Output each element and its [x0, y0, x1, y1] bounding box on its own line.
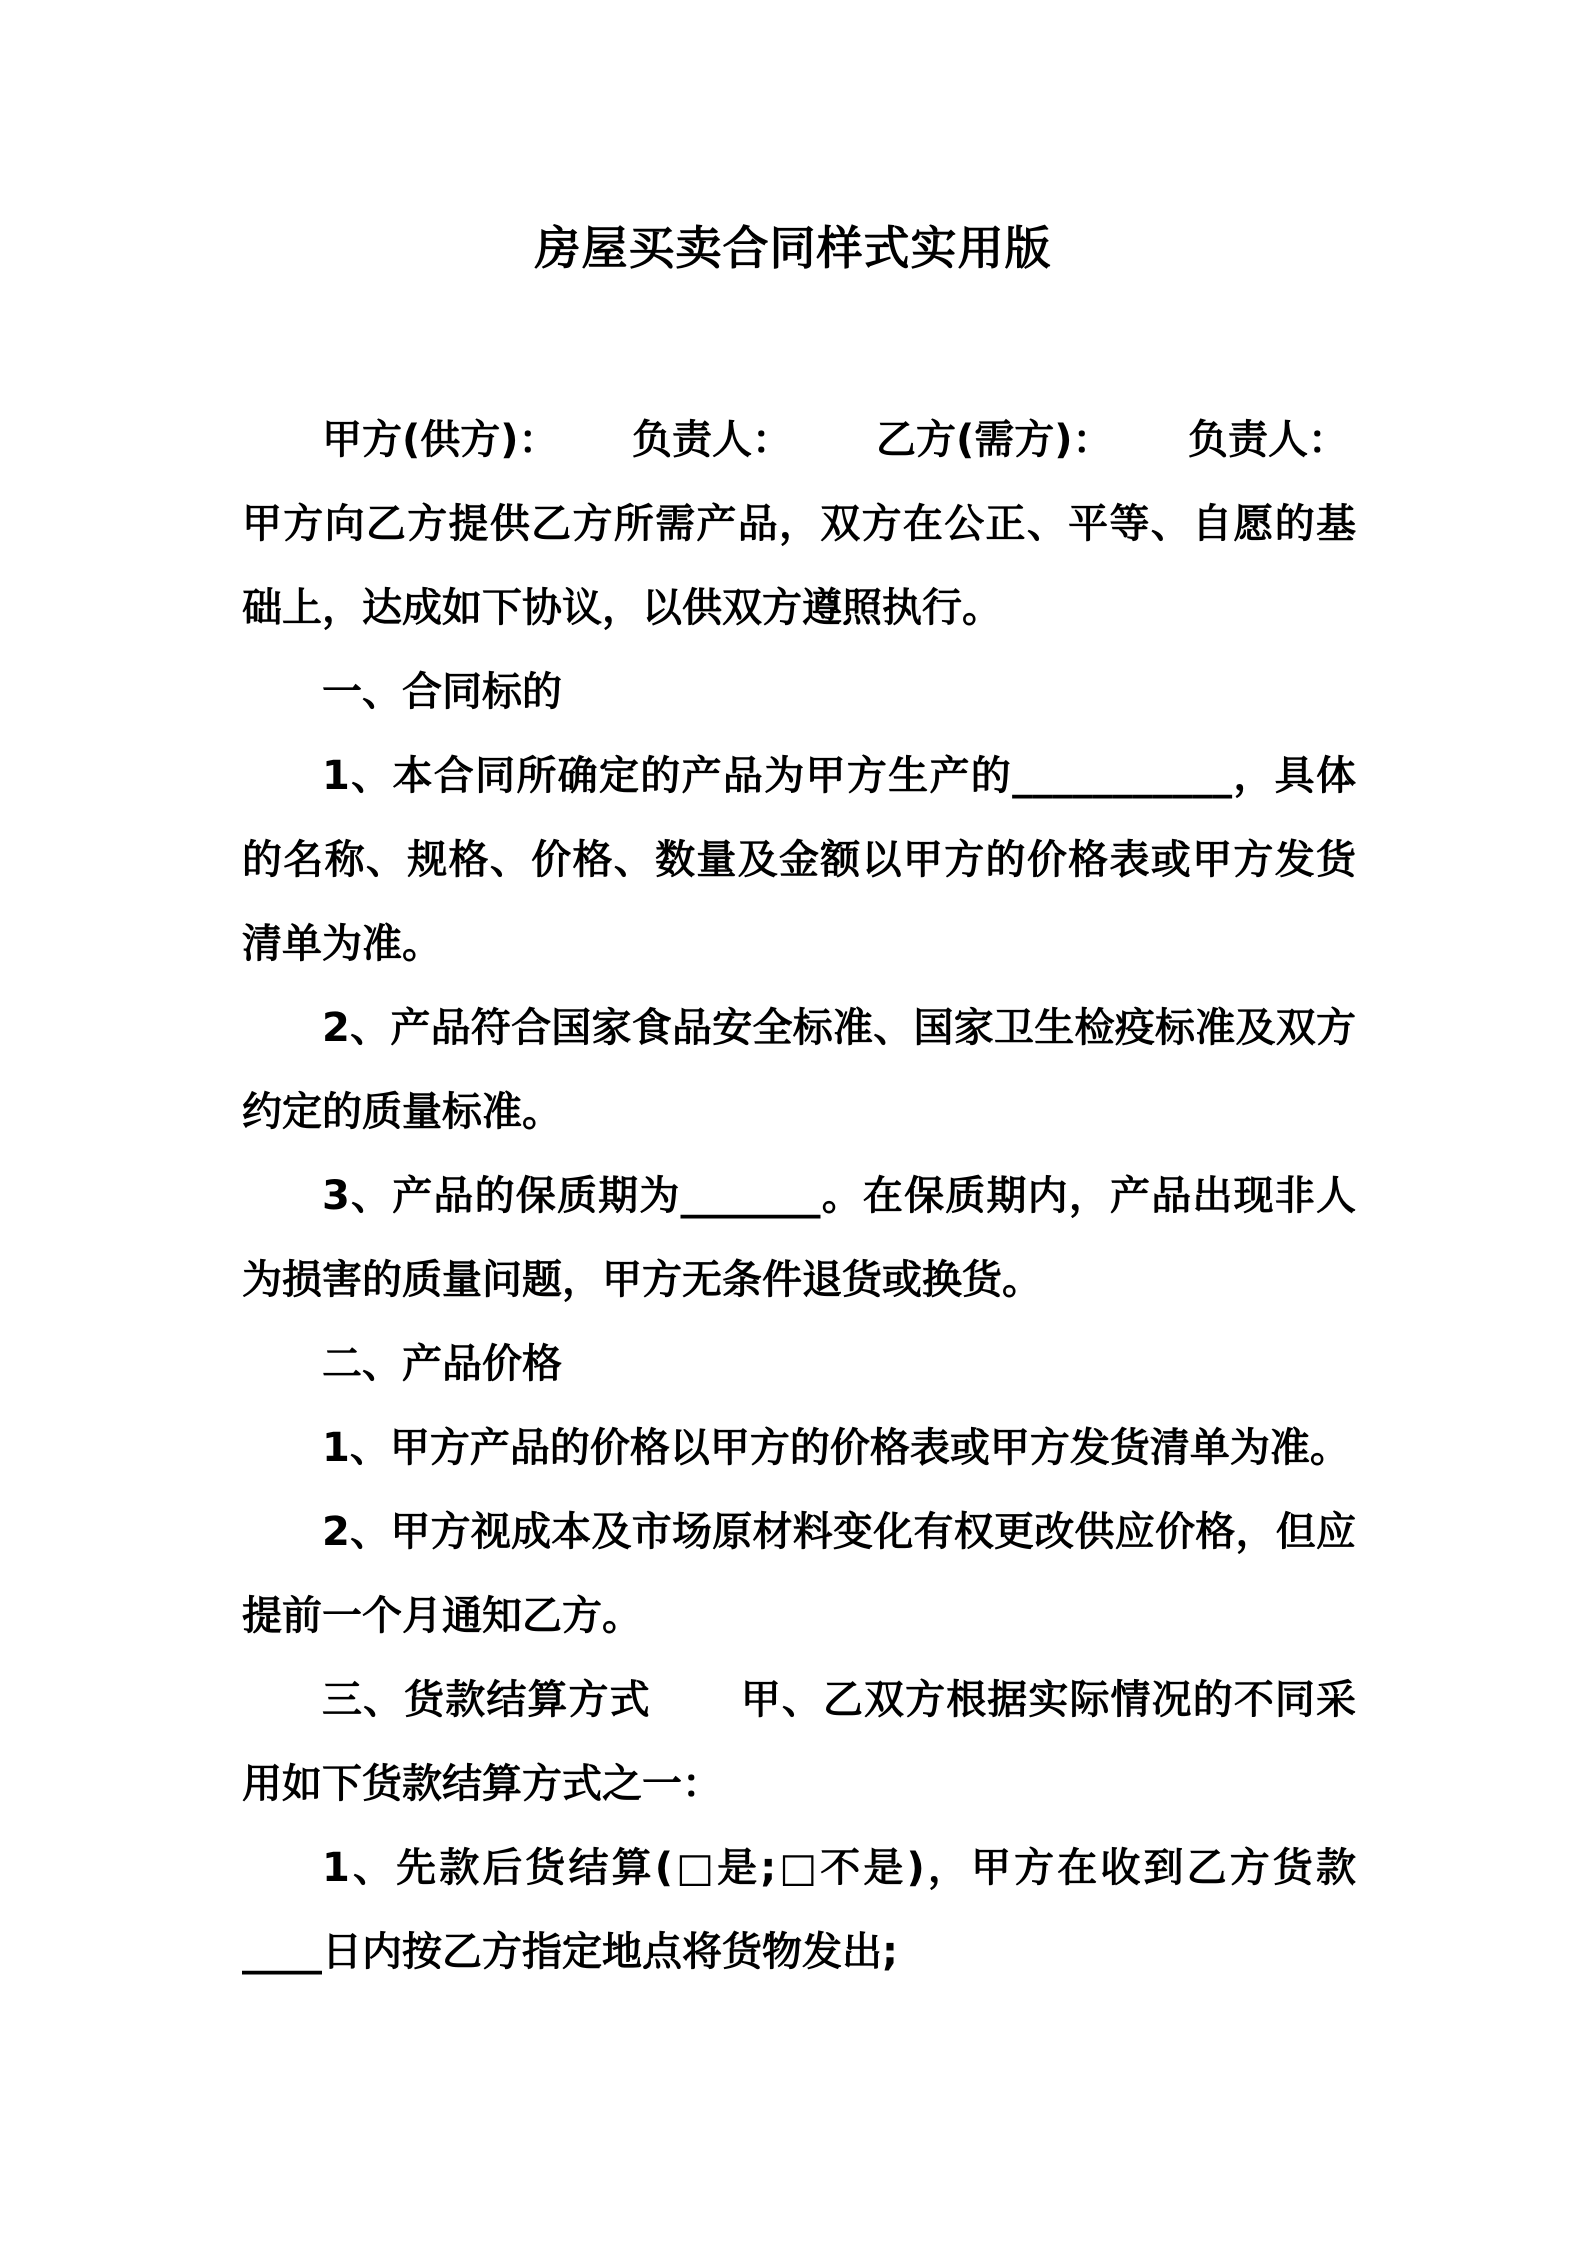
party-a-label: 甲方(供方)： [322, 417, 559, 463]
clause-1-1: 1、本合同所确定的产品为甲方生产的___________，具体的名称、规格、价格、数量及金额以甲方的价格表或甲方发货清单为准。 [242, 753, 1356, 967]
party-b-representative-label: 负责人： [1188, 417, 1348, 463]
clause-1-2: 2、产品符合国家食品安全标准、国家卫生检疫标准及双方约定的质量标准。 [242, 1005, 1356, 1135]
parties-line [242, 398, 1356, 482]
document-title: 房屋买卖合同样式实用版 [534, 221, 1052, 275]
document-body [242, 398, 1356, 1994]
section-heading-payment: 三、货款结算方式 甲、乙双方根据实际情况的不同采用如下货款结算方式之一： [242, 1677, 1356, 1807]
section-heading-price: 二、产品价格 [322, 1341, 562, 1387]
party-b-label: 乙方(需方)： [876, 417, 1113, 463]
intro-paragraph: 甲方向乙方提供乙方所需产品，双方在公正、平等、自愿的基础上，达成如下协议，以供双方遵照执行。 [242, 501, 1356, 631]
clause-2-1: 1、甲方产品的价格以甲方的价格表或甲方发货清单为准。 [322, 1425, 1350, 1471]
clause-1-3: 3、产品的保质期为_______。在保质期内，产品出现非人为损害的质量问题，甲方无条件退货或换货。 [242, 1173, 1356, 1303]
party-a-representative-label: 负责人： [632, 417, 792, 463]
section-heading-subject: 一、合同标的 [322, 669, 562, 715]
clause-3-1: 1、先款后货结算(□是;□不是)，甲方在收到乙方货款____日内按乙方指定地点将货物发出; [242, 1845, 1356, 1975]
clause-2-2: 2、甲方视成本及市场原材料变化有权更改供应价格，但应提前一个月通知乙方。 [242, 1509, 1356, 1639]
